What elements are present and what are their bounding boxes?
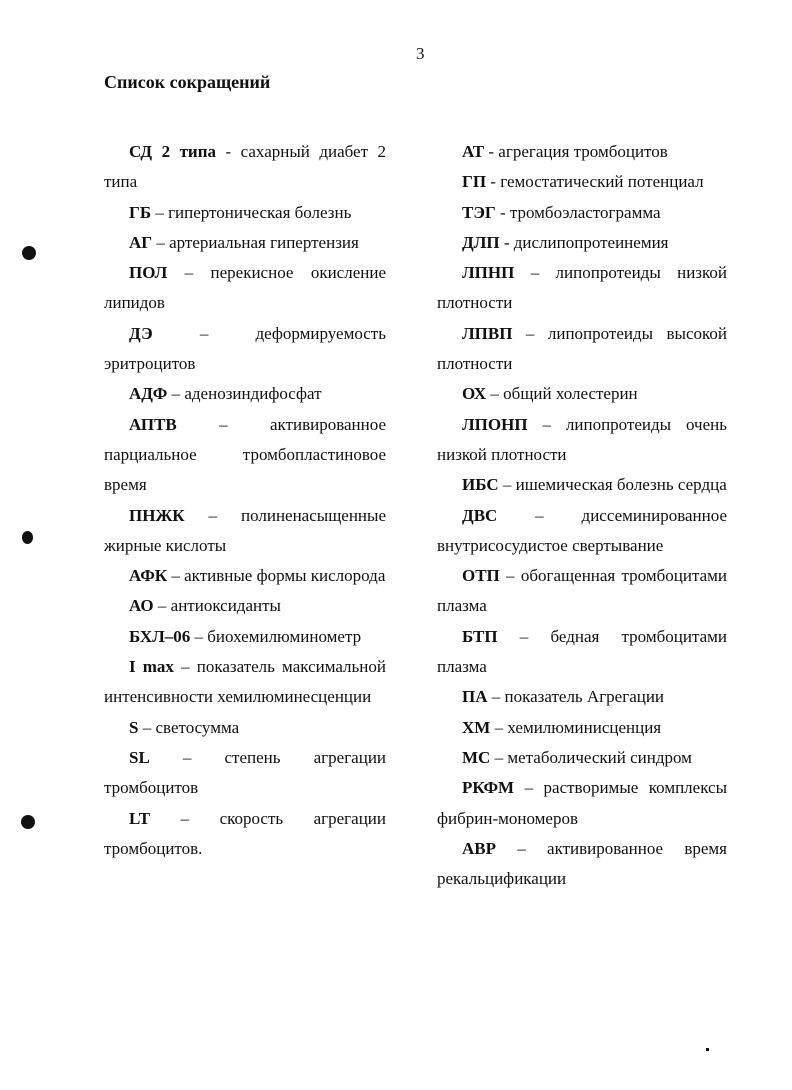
abbreviation-term: ОТП <box>462 566 500 586</box>
abbreviation-definition: липопротеиды высокой плотности <box>437 323 727 374</box>
abbreviation-definition: сахарный диабет 2 типа <box>104 142 386 192</box>
abbreviation-entry <box>104 198 386 228</box>
abbreviation-definition: метаболический синдром <box>507 747 692 767</box>
abbreviation-separator: - <box>486 172 501 192</box>
abbreviation-definition: активные формы кислорода <box>184 566 386 586</box>
abbreviation-entry <box>437 258 727 319</box>
abbreviation-entry <box>104 743 386 804</box>
abbreviation-entry <box>437 167 727 197</box>
abbreviation-separator: – <box>167 566 185 586</box>
abbreviation-definition: обогащенная тромбоцитами плазма <box>437 566 727 616</box>
abbreviation-definition: агрегация тромбоцитов <box>498 142 668 161</box>
abbreviation-separator: – <box>497 626 551 646</box>
abbreviation-separator: – <box>514 778 544 798</box>
abbreviation-term: ДВС <box>462 505 498 525</box>
abbreviation-entry <box>104 258 386 319</box>
abbreviation-separator: – <box>487 687 505 707</box>
abbreviation-entry <box>104 652 386 713</box>
abbreviation-definition: антиоксиданты <box>170 596 281 616</box>
abbreviation-definition: аденозиндифосфат <box>184 384 322 404</box>
abbreviation-term: АПТВ <box>129 414 177 434</box>
abbreviation-term: РКФМ <box>462 778 515 798</box>
abbreviation-separator: - <box>495 202 510 222</box>
scan-blot-top <box>22 246 36 260</box>
abbreviation-entry <box>104 501 386 562</box>
abbreviation-entry <box>437 319 727 380</box>
abbreviation-entry <box>437 773 727 834</box>
abbreviation-definition: показатель максимальной интенсивности хемилюминесценции <box>104 657 386 707</box>
abbreviation-term: АВР <box>462 838 496 858</box>
abbreviation-definition: гемостатический потенциал <box>500 172 704 192</box>
abbreviation-entry <box>104 622 386 652</box>
abbreviation-entry <box>437 379 727 409</box>
abbreviation-entry <box>437 228 727 258</box>
abbreviation-entry <box>104 713 386 743</box>
abbreviation-definition: активированное время рекальцификации <box>437 838 727 889</box>
abbreviation-term: БХЛ–06 <box>129 626 191 646</box>
abbreviation-separator: – <box>173 657 197 677</box>
abbreviation-term: ДЭ <box>129 323 153 343</box>
abbreviation-separator: – <box>498 475 516 495</box>
abbreviation-term: ЛПВП <box>462 323 513 343</box>
abbreviation-term: SL <box>129 747 150 767</box>
abbreviation-entry <box>437 410 727 471</box>
abbreviation-entry <box>104 591 386 621</box>
abbreviation-term: АТ <box>462 142 485 161</box>
abbreviation-separator: – <box>184 505 241 525</box>
abbreviation-term: S <box>129 717 139 737</box>
abbreviation-term: LT <box>129 808 151 828</box>
abbreviation-term: ИБС <box>462 475 499 495</box>
abbreviation-term: ОХ <box>462 384 487 404</box>
abbreviation-definition: степень агрегации тромбоцитов <box>104 747 387 798</box>
page-title: Список сокращений <box>104 72 271 92</box>
abbreviations-left-column <box>104 137 386 864</box>
abbreviation-term: БТП <box>462 626 498 646</box>
abbreviation-separator: – <box>190 626 208 646</box>
abbreviation-term: СД 2 типа <box>129 142 217 161</box>
abbreviation-entry <box>437 743 727 773</box>
abbreviation-definition: артериальная гипертензия <box>169 232 359 252</box>
abbreviation-definition: хемилюминисценция <box>507 717 662 737</box>
abbreviation-definition: растворимые комплексы фибрин-мономеров <box>437 778 728 828</box>
abbreviation-entry <box>437 834 727 895</box>
abbreviation-separator: – <box>167 384 185 404</box>
abbreviation-entry <box>104 137 386 198</box>
abbreviation-definition: липопротеиды низкой плотности <box>437 263 727 313</box>
abbreviation-term: АГ <box>129 232 153 252</box>
abbreviation-definition: диссеминированное внутрисосудистое свертывание <box>437 505 727 555</box>
abbreviation-entry <box>437 198 727 228</box>
scan-speck <box>706 1048 709 1051</box>
abbreviation-term: ХМ <box>462 717 491 737</box>
abbreviation-separator: – <box>152 323 256 343</box>
abbreviation-definition: скорость агрегации тромбоцитов. <box>104 808 386 858</box>
abbreviation-definition: полиненасыщенные жирные кислоты <box>104 505 386 555</box>
abbreviation-term: ЛПНП <box>462 263 515 283</box>
abbreviation-term: ПОЛ <box>129 263 168 283</box>
abbreviation-term: ПНЖК <box>129 505 185 525</box>
abbreviation-term: ПА <box>462 687 488 707</box>
abbreviation-definition: перекисное окисление липидов <box>104 263 386 313</box>
abbreviation-definition: светосумма <box>155 717 240 737</box>
abbreviation-entry <box>104 319 386 380</box>
abbreviation-definition: активированное парциальное тромбопластиновое время <box>104 414 386 495</box>
abbreviation-separator: – <box>149 747 225 767</box>
scan-blot-bottom <box>21 815 35 829</box>
abbreviation-term: АДФ <box>129 384 168 404</box>
abbreviation-separator: – <box>512 323 548 343</box>
abbreviation-separator: – <box>490 747 508 767</box>
abbreviation-entry <box>437 137 727 167</box>
abbreviation-separator: – <box>152 232 170 252</box>
abbreviation-term: ТЭГ <box>462 202 496 222</box>
abbreviation-separator: – <box>490 717 508 737</box>
abbreviation-entry <box>437 501 727 562</box>
abbreviation-entry <box>104 804 386 865</box>
abbreviation-entry <box>437 561 727 622</box>
abbreviation-separator: – <box>527 414 566 434</box>
abbreviation-definition: тромбоэластограмма <box>509 202 661 222</box>
abbreviation-term: АО <box>129 596 154 616</box>
abbreviation-term: МС <box>462 747 491 767</box>
abbreviation-separator: - <box>216 142 241 161</box>
page-number: 3 <box>416 44 425 63</box>
abbreviation-definition: ишемическая болезнь сердца <box>515 475 727 495</box>
abbreviation-term: АФК <box>129 566 168 586</box>
abbreviation-term: ГБ <box>129 202 152 222</box>
abbreviation-term: I max <box>129 657 174 677</box>
abbreviation-definition: деформируемость эритроцитов <box>104 323 386 374</box>
abbreviation-term: ГП <box>462 172 487 192</box>
abbreviation-separator: – <box>486 384 504 404</box>
abbreviation-separator: - <box>499 232 514 252</box>
abbreviation-entry <box>104 561 386 591</box>
abbreviation-separator: – <box>167 263 211 283</box>
abbreviation-definition: общий холестерин <box>503 384 638 404</box>
abbreviation-entry <box>437 682 727 712</box>
abbreviation-entry <box>437 622 727 683</box>
abbreviation-entry <box>104 410 386 501</box>
abbreviation-separator: – <box>153 596 171 616</box>
abbreviation-separator: – <box>150 808 220 828</box>
abbreviation-definition: липопротеиды очень низкой плотности <box>437 414 728 464</box>
abbreviation-definition: биохемилюминометр <box>207 626 362 646</box>
abbreviation-entry <box>437 470 727 500</box>
abbreviation-entry <box>437 713 727 743</box>
abbreviation-entry <box>104 228 386 258</box>
abbreviation-definition: бедная тромбоцитами плазма <box>437 626 727 677</box>
abbreviation-term: ДЛП <box>462 232 500 252</box>
abbreviation-term: ЛПОНП <box>462 414 528 434</box>
scan-blot-middle <box>22 531 33 544</box>
abbreviations-right-column <box>437 137 727 894</box>
abbreviation-separator: – <box>176 414 270 434</box>
abbreviation-separator: – <box>138 717 156 737</box>
abbreviation-definition: показатель Агрегации <box>504 687 665 707</box>
abbreviation-entry <box>104 379 386 409</box>
abbreviation-separator: – <box>499 566 521 586</box>
abbreviation-definition: гипертоническая болезнь <box>168 202 352 222</box>
abbreviation-separator: - <box>484 142 499 161</box>
abbreviation-separator: – <box>514 263 556 283</box>
abbreviation-definition: дислипопротеинемия <box>513 232 669 252</box>
abbreviation-separator: – <box>151 202 169 222</box>
abbreviation-separator: – <box>496 838 548 858</box>
abbreviation-separator: – <box>497 505 582 525</box>
